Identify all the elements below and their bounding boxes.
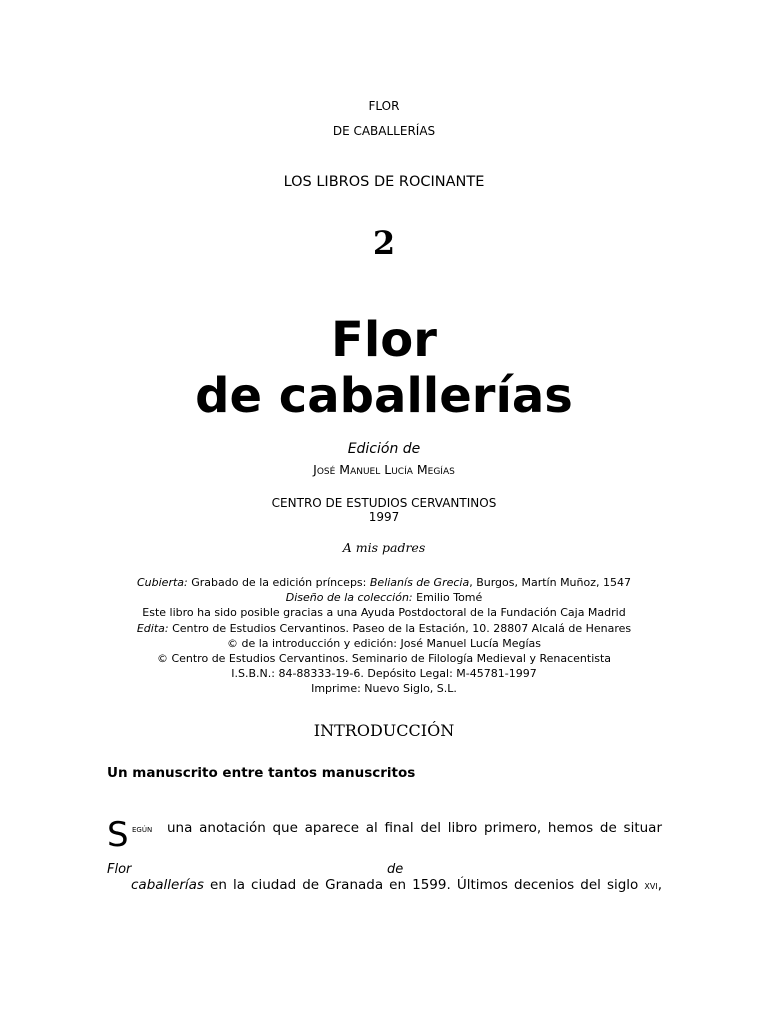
credit-diseno bbox=[0, 590, 768, 605]
credit-edita-text: Centro de Estudios Cervantinos. Paseo de la Estación, 10. 28807 Alcalá de Henares bbox=[168, 621, 632, 635]
paragraph-second-line bbox=[131, 877, 662, 893]
publisher-block bbox=[0, 496, 768, 524]
book-title-line-2: de caballerías bbox=[195, 368, 573, 424]
pre-title-line-1: FLOR bbox=[368, 99, 400, 113]
book-title bbox=[0, 312, 768, 424]
credit-diseno-text: Emilio Tomé bbox=[412, 591, 483, 605]
credit-edita bbox=[0, 621, 768, 636]
second-line-end: , bbox=[657, 877, 662, 893]
drop-cap: S bbox=[107, 815, 129, 855]
section-subheading: Un manuscrito entre tantos manuscritos bbox=[107, 765, 416, 781]
century-numeral: xvi bbox=[644, 879, 658, 892]
publisher-name: CENTRO DE ESTUDIOS CERVANTINOS bbox=[271, 496, 497, 510]
second-line-text: en la ciudad de Granada en 1599. Últimos decenios del siglo bbox=[203, 877, 645, 893]
pre-title-line-2: DE CABALLERÍAS bbox=[332, 124, 436, 138]
volume-number: 2 bbox=[372, 224, 396, 262]
editor-name: José Manuel Lucía Megías bbox=[313, 462, 455, 477]
credit-copyright-1: © de la introducción y edición: José Manuel Lucía Megías bbox=[227, 636, 541, 650]
introduction-heading: INTRODUCCIÓN bbox=[313, 721, 455, 740]
book-title-line-1: Flor bbox=[331, 312, 437, 368]
credit-cubierta bbox=[0, 575, 768, 590]
credit-copyright-2: © Centro de Estudios Cervantinos. Seminario de Filología Medieval y Renacentista bbox=[156, 652, 612, 666]
credits-block bbox=[0, 575, 768, 697]
credit-edita-label: Edita: bbox=[136, 621, 169, 635]
word-caballerias: caballerías bbox=[131, 877, 204, 893]
credit-diseno-label: Diseño de la colección: bbox=[285, 591, 413, 605]
credit-imprime: Imprime: Nuevo Siglo, S.L. bbox=[311, 682, 457, 696]
paragraph-first-line bbox=[107, 815, 662, 858]
credit-isbn: I.S.B.N.: 84-88333-19-6. Depósito Legal: M-45781-1997 bbox=[231, 667, 537, 681]
credit-cubierta-label: Cubierta: bbox=[136, 576, 188, 589]
credit-cubierta-work: Belianís de Grecia bbox=[369, 576, 470, 589]
first-word-rest: egún bbox=[132, 824, 153, 835]
first-line-text: una anotación que aparece al final del libro primero, hemos de situar bbox=[167, 820, 662, 836]
word-de: de bbox=[387, 862, 404, 877]
publication-year: 1997 bbox=[368, 510, 400, 524]
collection-name: LOS LIBROS DE ROCINANTE bbox=[283, 174, 485, 190]
word-flor: Flor bbox=[107, 862, 132, 877]
credit-ayuda: Este libro ha sido posible gracias a una Ayuda Postdoctoral de la Fundación Caja Madrid bbox=[142, 606, 626, 620]
credit-cubierta-text-1: Grabado de la edición prínceps: bbox=[187, 576, 370, 589]
credit-cubierta-text-2: , Burgos, Martín Muñoz, 1547 bbox=[469, 576, 631, 589]
dedication: A mis padres bbox=[342, 540, 426, 555]
edition-label: Edición de bbox=[347, 441, 421, 457]
